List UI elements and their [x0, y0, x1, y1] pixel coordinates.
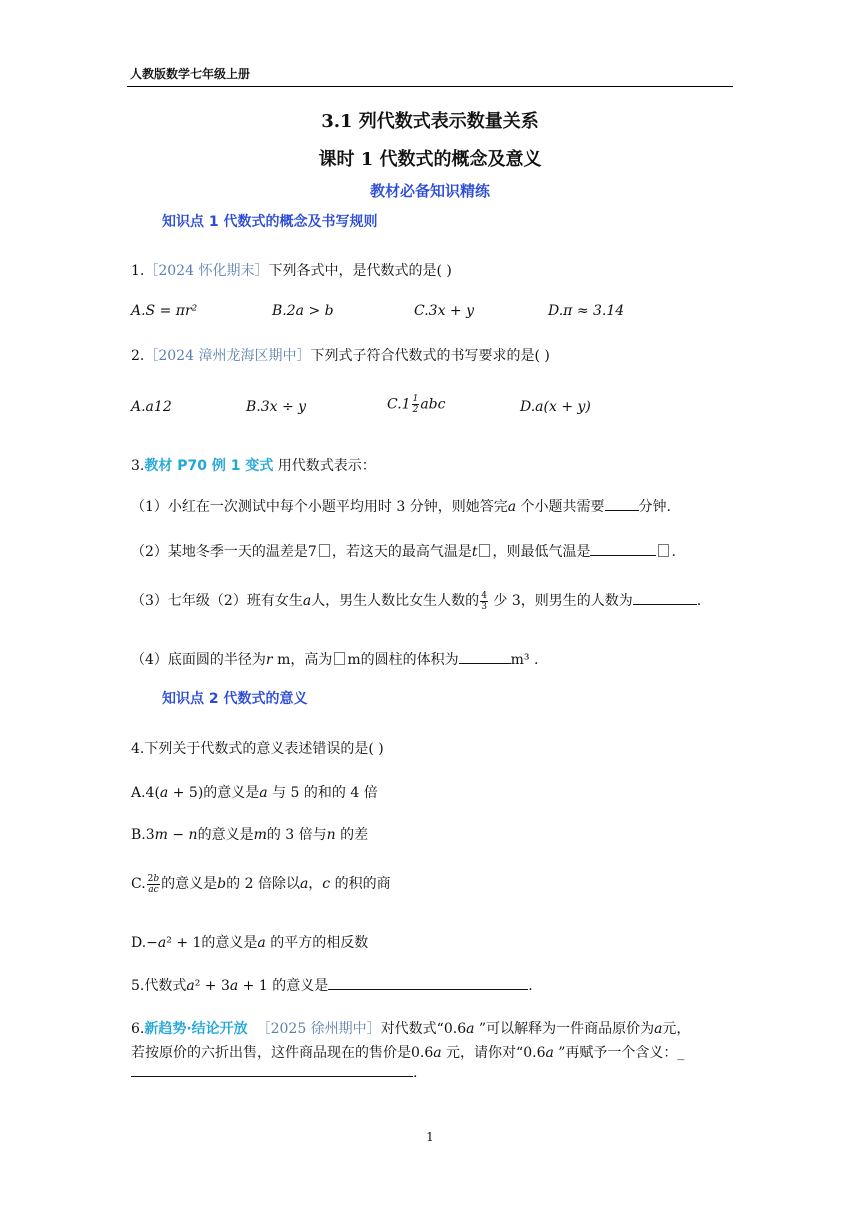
- lesson-title: 3.1 列代数式表示数量关系: [321, 111, 539, 132]
- question-3-part-1: （1）小红在一次测试中每个小题平均用时 3 分钟，则她答完𝑎 个小题共需要 分钟.: [131, 499, 671, 515]
- question-4-option-b: B.3𝑚 − 𝑛的意义是𝑚的 3 倍与𝑛 的差: [131, 827, 369, 843]
- question-6-tag: 新趋势·结论开放: [144, 1021, 248, 1037]
- header-rule: [127, 86, 733, 87]
- question-2-stem: 2.［2024 漳州龙海区期中］下列式子符合代数式的书写要求的是( ): [131, 348, 550, 364]
- question-1-option-c: C.3𝑥 + 𝑦: [414, 303, 475, 319]
- question-2-option-c: C.1 $\frac{1}{2}$ 𝑎𝑏𝑐: [387, 394, 446, 415]
- question-4-option-d: D.−𝑎² + 1的意义是𝑎 的平方的相反数: [131, 935, 369, 951]
- question-6-source: ［2025 徐州期中］: [256, 1021, 381, 1037]
- question-1-option-d: D.π ≈ 3.14: [548, 303, 625, 319]
- answer-blank[interactable]: [633, 592, 697, 605]
- answer-blank[interactable]: [459, 651, 511, 664]
- question-6-line-3: .: [131, 1064, 417, 1081]
- question-4-option-c: C. $\frac{\text{2𝑏}}{\text{𝑎𝑐}}$ 的意义是𝑏的 2 倍除以𝑎，𝑐 的积的商: [131, 873, 391, 895]
- question-3-part-2: （2）某地冬季一天的温差是7 ，若这天的最高气温是𝑡 ，则最低气温是 .: [131, 544, 676, 560]
- question-3-part-4: （4）底面圆的半径为𝑟 m，高为 m的圆柱的体积为 m³ .: [131, 652, 539, 668]
- answer-blank[interactable]: [605, 498, 639, 511]
- question-5: 5.代数式𝑎² + 3𝑎 + 1 的意义是 .: [131, 978, 533, 994]
- answer-blank[interactable]: [590, 543, 656, 556]
- page-header: 人教版数学七年级上册: [130, 67, 251, 81]
- question-4-stem: 4.下列关于代数式的意义表述错误的是( ): [131, 741, 384, 757]
- knowledge-point-2: 知识点 2 代数式的意义: [162, 691, 308, 707]
- question-1-stem: 1.［2024 怀化期末］下列各式中，是代数式的是( ): [131, 263, 452, 279]
- answer-blank[interactable]: [328, 977, 528, 990]
- question-3-part-3: （3）七年级（2）班有女生𝑎人，男生人数比女生人数的 $\frac{4}{3}$ 少 3，则男生的人数为 .: [131, 590, 702, 612]
- question-6-line-1: 6.新趋势·结论开放 ［2025 徐州期中］对代数式“0.6𝑎 ”可以解释为一件商品原价为𝑎元，: [131, 1021, 691, 1037]
- question-1-option-b: B.2𝑎 > 𝑏: [272, 303, 334, 319]
- question-2-source: ［2024 漳州龙海区期中］: [144, 348, 311, 364]
- missing-glyph-icon: [658, 544, 669, 557]
- question-6-line-2: 若按原价的六折出售，这件商品现在的售价是0.6𝑎 元，请你对“0.6𝑎 ”再赋予一个含义：_: [131, 1045, 685, 1061]
- missing-glyph-icon: [334, 652, 345, 665]
- question-1-source: ［2024 怀化期末］: [144, 263, 269, 279]
- question-2-option-d: D.𝑎(𝑥 + 𝑦): [520, 399, 591, 415]
- page-number: 1: [426, 1130, 434, 1144]
- question-3-tag: 教材 P70 例 1 变式: [144, 458, 274, 474]
- lesson-subtitle: 课时 1 代数式的概念及意义: [318, 149, 542, 170]
- question-2-option-a: A.𝑎12: [131, 399, 172, 415]
- question-1-option-a: A.𝑆 = π𝑟²: [131, 303, 198, 319]
- missing-glyph-icon: [319, 544, 330, 557]
- missing-glyph-icon: [479, 544, 490, 557]
- answer-blank[interactable]: [131, 1064, 413, 1077]
- question-2-option-b: B.3𝑥 ÷ 𝑦: [246, 399, 307, 415]
- question-3-stem: 3.教材 P70 例 1 变式 用代数式表示：: [131, 458, 376, 474]
- question-4-option-a: A.4(𝑎 + 5)的意义是𝑎 与 5 的和的 4 倍: [131, 785, 378, 801]
- knowledge-point-1: 知识点 1 代数式的概念及书写规则: [162, 214, 378, 230]
- section-title: 教材必备知识精练: [369, 182, 490, 200]
